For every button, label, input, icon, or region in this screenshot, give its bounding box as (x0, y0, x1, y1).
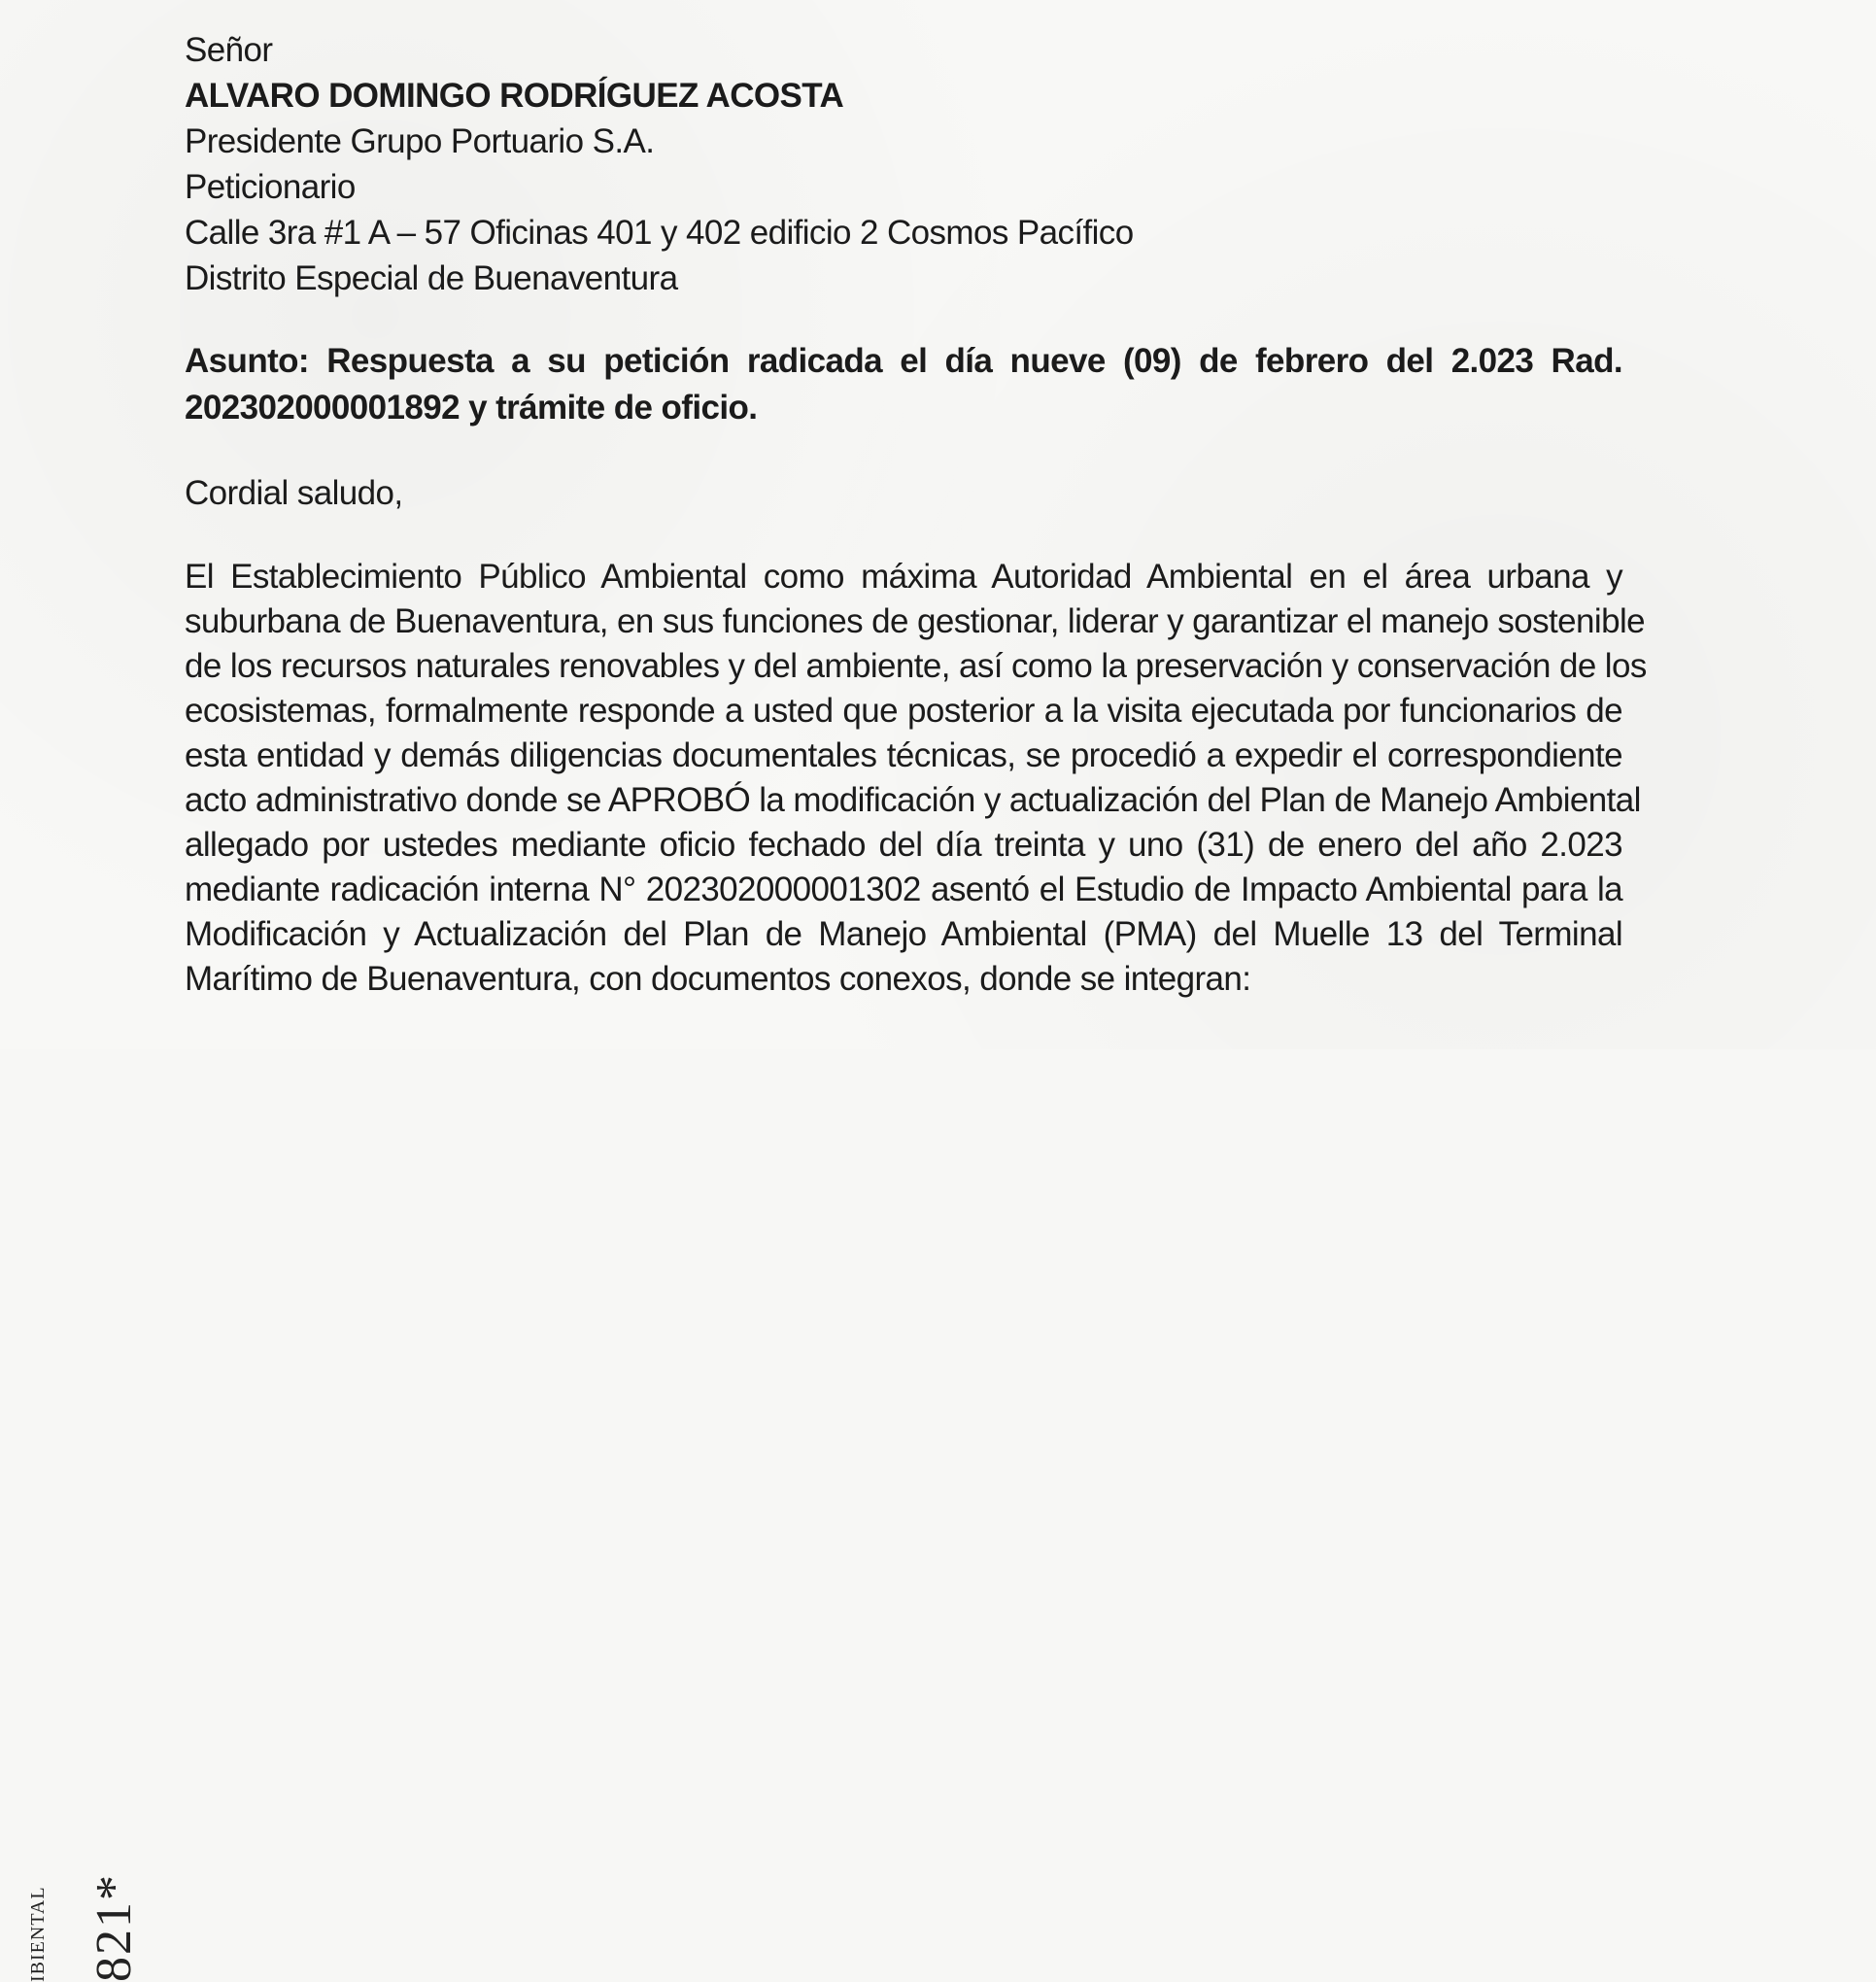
body-line: esta entidad y demás diligencias documentales técnicas, se procedió a expedir el correspondiente (185, 736, 1622, 774)
body-line: mediante radicación interna N° 202302000001302 asentó el Estudio de Impacto Ambiental para la (185, 871, 1622, 908)
body-paragraph (185, 555, 1647, 1002)
recipient-address: Calle 3ra #1 A – 57 Oficinas 401 y 402 edificio 2 Cosmos Pacífico (185, 214, 1134, 252)
body-line: de los recursos naturales renovables y del ambiente, así como la preservación y conservación de los (185, 647, 1647, 685)
recipient-role: Peticionario (185, 168, 356, 206)
body-line: El Establecimiento Público Ambiental como máxima Autoridad Ambiental en el área urbana y (185, 558, 1622, 596)
letter-body (185, 27, 1647, 1002)
recipient-name: ALVARO DOMINGO RODRÍGUEZ ACOSTA (185, 77, 844, 115)
recipient-city: Distrito Especial de Buenaventura (185, 259, 678, 297)
body-line: ecosistemas, formalmente responde a usted que posterior a la visita ejecutada por funcionarios de (185, 692, 1622, 730)
salutation: Señor (185, 31, 273, 69)
body-line: allegado por ustedes mediante oficio fechado del día treinta y uno (31) de enero del año 2.023 (185, 826, 1622, 864)
body-line: Marítimo de Buenaventura, con documentos conexos, donde se integran: (185, 960, 1251, 998)
margin-stamp-code: 821* (86, 1873, 142, 1982)
body-line: Modificación y Actualización del Plan de Manejo Ambiental (PMA) del Muelle 13 del Terminal (185, 915, 1622, 953)
subject-line-2: 202302000001892 y trámite de oficio. (185, 389, 758, 427)
margin-stamp-small-text: IBIENTAL (27, 1886, 49, 1982)
greeting: Cordial saludo, (185, 474, 403, 512)
body-line: acto administrativo donde se APROBÓ la modificación y actualización del Plan de Manejo Ambiental (185, 781, 1641, 819)
body-line: suburbana de Buenaventura, en sus funciones de gestionar, liderar y garantizar el manejo sostenible (185, 602, 1645, 640)
margin-stamp (27, 933, 142, 1982)
subject (185, 338, 1622, 431)
recipient-title: Presidente Grupo Portuario S.A. (185, 122, 655, 160)
subject-line-1: Asunto: Respuesta a su petición radicada el día nueve (09) de febrero del 2.023 Rad. (185, 342, 1622, 380)
